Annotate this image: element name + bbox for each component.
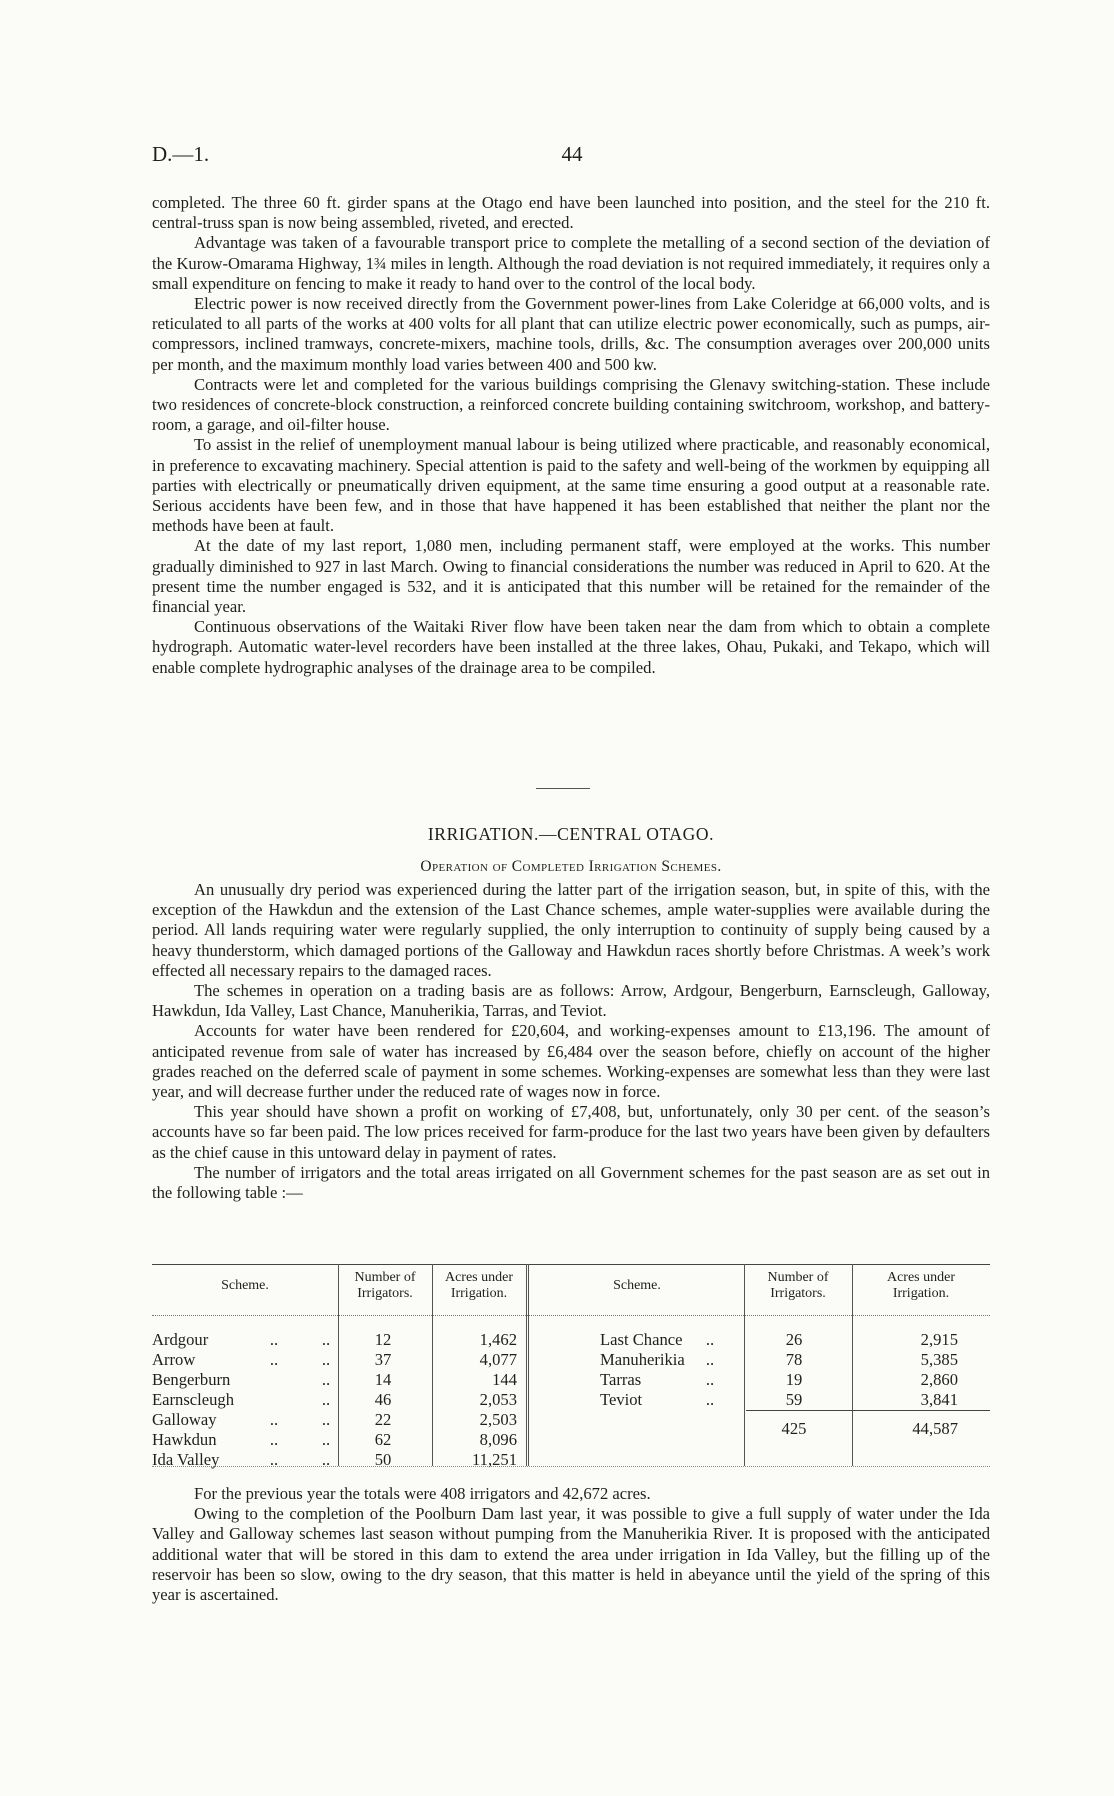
section-title: IRRIGATION.—CENTRAL OTAGO. xyxy=(427,824,715,844)
paragraph: At the date of my last report, 1,080 men, including permanent staff, were employed at the works. This number gradually diminished to 927 in last March. Owing to financial considerations the number was reduced in April to 620. At the present time the number engaged is 532, and it is anticipated that this number will be retained for the remainder of the financial year. xyxy=(152,536,990,617)
header-scheme-right: Scheme. xyxy=(613,1278,661,1293)
paragraph: The number of irrigators and the total areas irrigated on all Government schemes for the past season are as set out in the following table :— xyxy=(152,1162,990,1203)
paragraph: To assist in the relief of unemployment manual labour is being utilized where practicable, and reasonably economical, in preference to excavating machinery. Special attention is paid to the safety and well-being of the workmen by equipping all parties with electrically or pneumatically driven equipment, at the same time ensuring a good output at a reasonable rate. Serious accidents have been few, and in those that have happened it has been established that neither the plant nor the methods have been at fault. xyxy=(152,435,990,536)
section-subtitle: Operation of Completed Irrigation Schemes. xyxy=(420,858,722,875)
paragraph: Accounts for water have been rendered for £20,604, and working-expenses amount to £13,196. The amount of anticipated revenue from sale of water has increased by £6,484 over the season before, chiefly on account of the higher grades reached on the deferred scale of payment in some schemes. Working-expenses are somewhat less than they were last year, and will decrease further under the reduced rate of wages now in force. xyxy=(152,1021,990,1102)
column-rule xyxy=(526,1264,529,1466)
header-scheme-left: Scheme. xyxy=(221,1278,269,1293)
page-number: 44 xyxy=(561,142,583,166)
table-header-rule xyxy=(152,1315,990,1316)
intro-text xyxy=(152,193,990,678)
irrigation-table: Scheme. Number of Irrigators. Acres under Irrigation. Scheme. Number of Irrigators. Acres under Irrigation. Ardgour .. .. 12 1,462 Last Chance .. 26 2,915 Arrow .. .. 37 4,077 Manuherikia .. 78 5,385 Bengerburn .. 14 144 Tarras .. 19 2,860 Earnscleugh .. 46 2,053 Teviot .. 59 3,841 Galloway .. .. 22 2,503 Hawkdun .. .. 62 8,096 Ida Valley .. .. 50 11,251 425 44,587 xyxy=(152,1264,990,1466)
paragraph: An unusually dry period was experienced during the latter part of the irrigation season, but, in spite of this, with the exception of the Hawkdun and the extension of the Last Chance schemes, ample water-supplies were available during the period. All lands requiring water were regularly supplied, the only interruption to continuity of supply being caused by a heavy thunderstorm, which damaged portions of the Galloway and Hawkdun races shortly before Christmas. A week’s work effected all necessary repairs to the damaged races. xyxy=(152,880,990,980)
paragraph: This year should have shown a profit on working of £7,408, but, unfortunately, only 30 per cent. of the season’s accounts have so far been paid. The low prices received for farm-produce for the last two years have been given by defaulters as the chief cause in this untoward delay in payment of rates. xyxy=(152,1102,990,1162)
irrigation-text xyxy=(152,880,990,1203)
paragraph: Contracts were let and completed for the various buildings comprising the Glenavy switching-station. These include two residences of concrete-block construction, a reinforced concrete building containing switchroom, workshop, and battery-room, a garage, and oil-filter house. xyxy=(152,374,990,435)
header-acres-right: Acres under Irrigation. xyxy=(886,1270,956,1301)
paragraph: Advantage was taken of a favourable transport price to complete the metalling of a second section of the deviation of the Kurow-Omarama Highway, 1¾ miles in length. Although the road deviation is not required immediately, it requires only a small expenditure on fencing to make it ready to hand over to the control of the local body. xyxy=(152,233,990,293)
table-top-rule xyxy=(152,1264,990,1265)
header-irrigators-right: Number of Irrigators. xyxy=(767,1270,829,1301)
section-divider xyxy=(536,788,590,789)
paragraph: completed. The three 60 ft. girder spans at the Otago end have been launched into position, and the steel for the 210 ft. central-truss span is now being assembled, riveted, and erected. xyxy=(152,193,990,233)
total-irrigators: 425 xyxy=(781,1419,807,1438)
header-irrigators-left: Number of Irrigators. xyxy=(354,1270,416,1301)
paragraph: The schemes in operation on a trading basis are as follows: Arrow, Ardgour, Bengerburn, Earnscleugh, Galloway, Hawkdun, Ida Valley, Last Chance, Manuherikia, Tarras, and Teviot. xyxy=(152,981,990,1021)
total-rule xyxy=(746,1410,990,1411)
total-acres: 44,587 xyxy=(912,1419,958,1438)
paragraph: For the previous year the totals were 408 irrigators and 42,672 acres. xyxy=(194,1484,651,1503)
paragraph: Electric power is now received directly from the Government power-lines from Lake Coleridge at 66,000 volts, and is reticulated to all parts of the works at 400 volts for all plant that can utilize electric power economically, such as pumps, air-compressors, inclined tramways, concrete-mixers, machine tools, drills, &c. The consumption averages over 200,000 units per month, and the maximum monthly load varies between 400 and 500 kw. xyxy=(152,294,990,374)
page-header xyxy=(152,142,992,172)
document-reference: D.—1. xyxy=(152,142,210,166)
paragraph: Owing to the completion of the Poolburn Dam last year, it was possible to give a full supply of water under the Ida Valley and Galloway schemes last season without pumping from the Manuherikia River. It is proposed with the anticipated additional water that will be stored in this dam to extend the area under irrigation in Ida Valley, but the filling up of the reservoir has been so slow, owing to the dry season, that this matter is held in abeyance until the yield of the spring of this year is ascertained. xyxy=(152,1504,990,1605)
paragraph: Continuous observations of the Waitaki River flow have been taken near the dam from which to obtain a complete hydrograph. Automatic water-level recorders have been installed at the three lakes, Ohau, Pukaki, and Tekapo, which will enable complete hydrographic analyses of the drainage area to be compiled. xyxy=(152,617,990,677)
header-acres-left: Acres under Irrigation. xyxy=(444,1270,514,1301)
closing-text xyxy=(152,1484,990,1605)
